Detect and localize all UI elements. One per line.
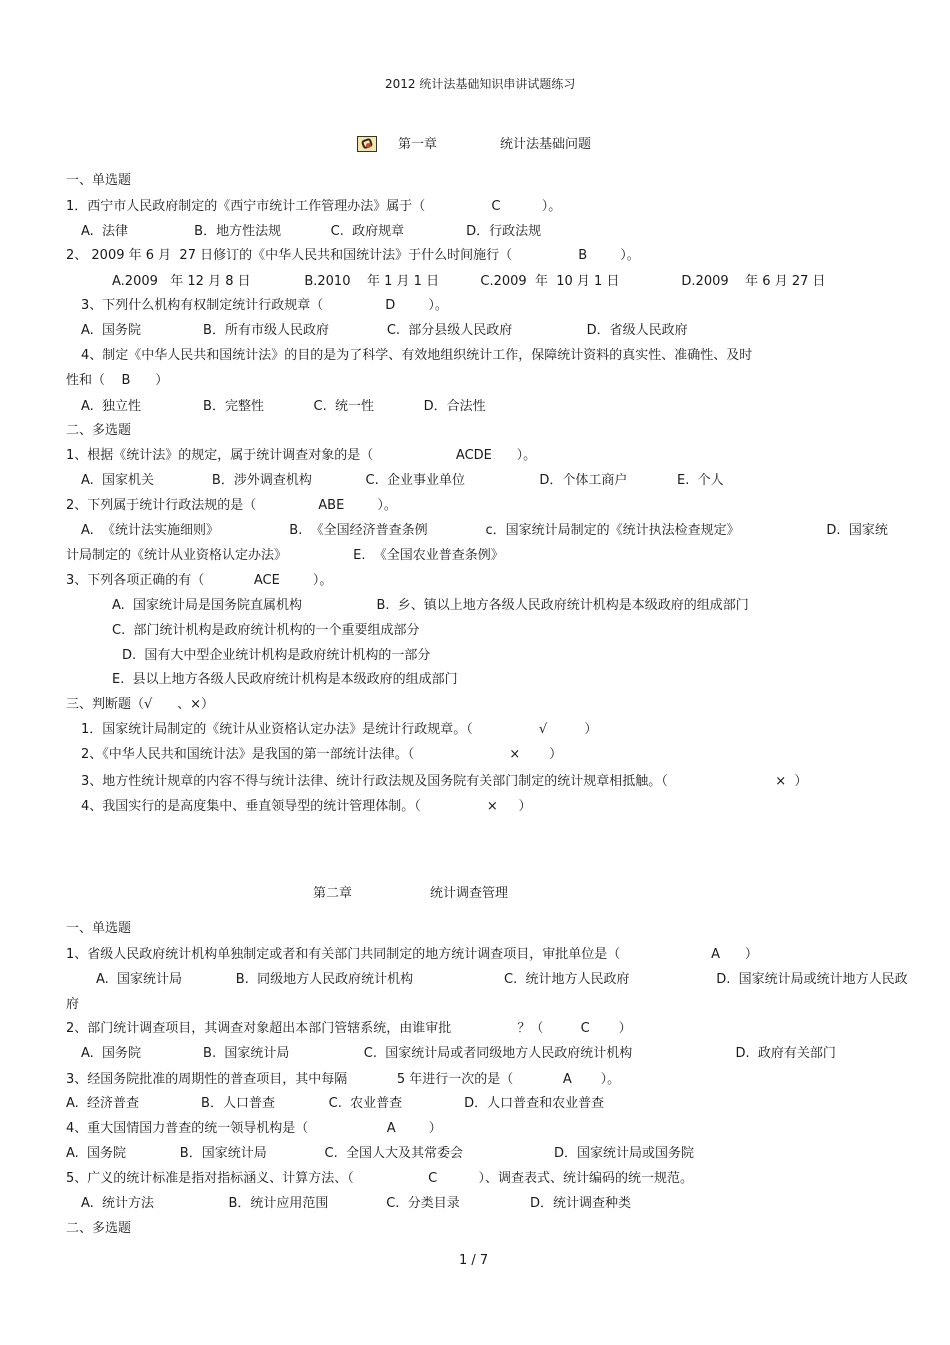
question: 1．西宁市人民政府制定的《西宁市统计工作管理办法》属于（ C ）。 bbox=[66, 199, 562, 214]
question: 1、根据《统计法》的规定，属于统计调查对象的是（ ACDE ）。 bbox=[66, 448, 537, 463]
options: A.2009 年 12 月 8 日 B.2010 年 1 月 1 日 C.2009 年 10 月 1 日 D.2009 年 6 月 27 日 bbox=[112, 274, 826, 289]
statement: 4、我国实行的是高度集中、垂直领导型的统计管理体制。（ × ） bbox=[81, 799, 532, 814]
question: 4、重大国情国力普查的统一领导机构是（ A ） bbox=[66, 1121, 442, 1136]
question: 1、省级人民政府统计机构单独制定或者和有关部门共同制定的地方统计调查项目，审批单位是（ A ） bbox=[66, 947, 758, 962]
options-continued: 计局制定的《统计从业资格认定办法》 E. 《全国农业普查条例》 bbox=[66, 548, 504, 563]
options: A. 国家机关 B．涉外调查机构 C. 企业事业单位 D．个体工商户 E. 个人 bbox=[81, 473, 724, 488]
question: 5、广义的统计标准是指对指标涵义、计算方法、（ C ）、调查表式、统计编码的统一规范。 bbox=[66, 1171, 694, 1186]
options: A. 《统计法实施细则》 B. 《全国经济普查条例 c．国家统计局制定的《统计执法检查规定》 D. 国家统 bbox=[81, 523, 888, 538]
question: 4、制定《中华人民共和国统计法》的目的是为了科学、有效地组织统计工作，保障统计资料的真实性、准确性、及时 bbox=[81, 348, 753, 363]
section-heading: 一、单选题 bbox=[66, 173, 132, 188]
chapter-1-label: 第一章 bbox=[398, 137, 438, 152]
option: D. 国有大中型企业统计机构是政府统计机构的一部分 bbox=[122, 648, 431, 663]
options: A. 国务院 B. 国家统计局 C. 国家统计局或者同级地方人民政府统计机构 D. 政府有关部门 bbox=[81, 1046, 836, 1061]
section-heading: 三、判断题（√ 、×） bbox=[66, 697, 214, 712]
page-number: 1 / 7 bbox=[459, 1253, 489, 1268]
document-header: 2012 统计法基础知识串讲试题练习 bbox=[385, 77, 576, 91]
chapter-2-label: 第二章 bbox=[313, 886, 353, 901]
options: A. 经济普查 B．人口普查 C. 农业普查 D．人口普查和农业普查 bbox=[66, 1096, 605, 1111]
options: A. 法律 B．地方性法规 C. 政府规章 D．行政法规 bbox=[81, 224, 542, 239]
document-icon bbox=[357, 136, 377, 152]
question: 3、经国务院批准的周期性的普查项目，其中每隔 5 年进行一次的是（ A ）。 bbox=[66, 1072, 621, 1087]
chapter-2-title: 统计调查管理 bbox=[430, 886, 509, 901]
options-continued: 府 bbox=[66, 997, 80, 1012]
section-heading: 二、多选题 bbox=[66, 423, 132, 438]
options: A. 统计方法 B．统计应用范围 C. 分类目录 D．统计调查种类 bbox=[81, 1196, 631, 1211]
options: A. 国务院 B．国家统计局 C. 全国人大及其常委会 D．国家统计局或国务院 bbox=[66, 1146, 694, 1161]
statement: 3、地方性统计规章的内容不得与统计法律、统计行政法规及国务院有关部门制定的统计规章相抵触。（ × ） bbox=[81, 774, 808, 789]
statement: 1．国家统计局制定的《统计从业资格认定办法》是统计行政规章。（ √ ） bbox=[81, 722, 598, 737]
question: 2、 2009 年 6 月 27 日修订的《中华人民共和国统计法》于什么时间施行（ B ）。 bbox=[66, 248, 640, 263]
question: 2、部门统计调查项目，其调查对象超出本部门管辖系统，由谁审批 ？（ C ） bbox=[66, 1021, 632, 1036]
question: 2、下列属于统计行政法规的是（ ABE ）。 bbox=[66, 498, 397, 513]
options: A. 国务院 B．所有市级人民政府 C. 部分县级人民政府 D．省级人民政府 bbox=[81, 323, 688, 338]
options: A. 独立性 B．完整性 C. 统一性 D．合法性 bbox=[81, 399, 486, 414]
chapter-1-title: 统计法基础问题 bbox=[500, 137, 592, 152]
statement: 2、《中华人民共和国统计法》是我国的第一部统计法律。（ × ） bbox=[81, 747, 563, 762]
options: A. 国家统计局是国务院直属机构 B. 乡、镇以上地方各级人民政府统计机构是本级政府的组成部门 bbox=[112, 598, 749, 613]
options: A. 国家统计局 B. 同级地方人民政府统计机构 C. 统计地方人民政府 D. 国家统计局或统计地方人民政 bbox=[96, 972, 908, 987]
question: 3、下列什么机构有权制定统计行政规章（ D ）。 bbox=[81, 298, 448, 313]
question-continued: 性和（ B ） bbox=[66, 373, 169, 388]
option: E. 县以上地方各级人民政府统计机构是本级政府的组成部门 bbox=[112, 672, 458, 687]
section-heading: 一、单选题 bbox=[66, 921, 132, 936]
question: 3、下列各项正确的有（ ACE ）。 bbox=[66, 573, 333, 588]
option: C. 部门统计机构是政府统计机构的一个重要组成部分 bbox=[112, 623, 420, 638]
section-heading: 二、多选题 bbox=[66, 1221, 132, 1236]
